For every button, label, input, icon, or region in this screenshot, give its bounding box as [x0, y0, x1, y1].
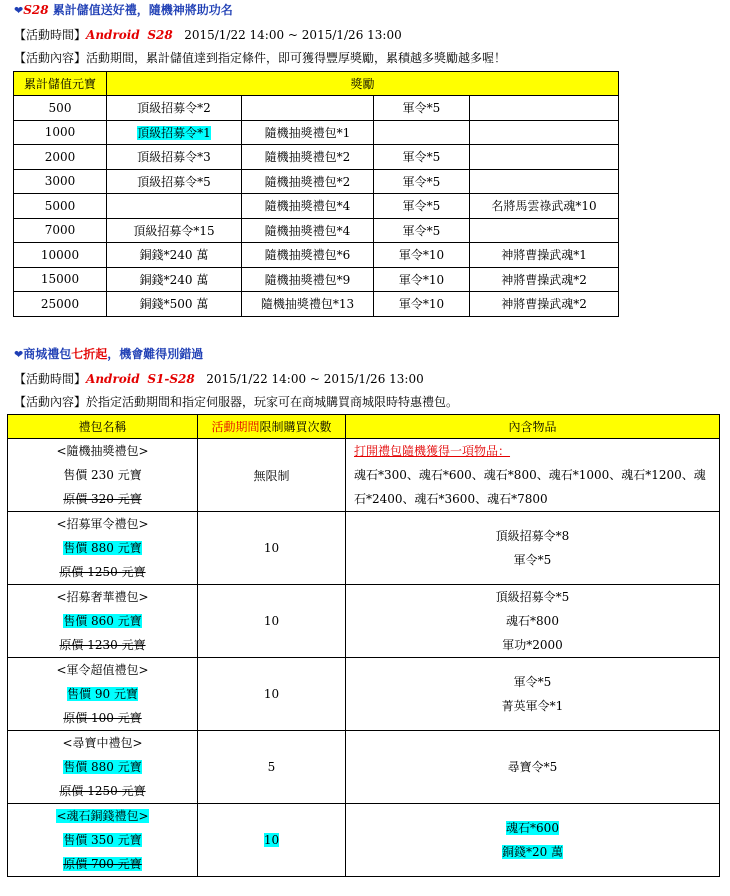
- cell-text: 隨機抽獎禮包*4: [264, 223, 351, 238]
- section2-time: 【活動時間】Android S1-S28 2015/1/22 14:00 ~ 2015/1/26 13:00: [14, 372, 424, 386]
- purchase-limit: 10: [263, 614, 280, 628]
- pack-row: [8, 658, 720, 731]
- item-text: 頂級招募令*8: [495, 529, 570, 543]
- reward-cell: [107, 145, 242, 170]
- reward-cell: [374, 120, 470, 145]
- items-cell: [346, 439, 720, 512]
- item-text: 銅錢*20 萬: [501, 845, 564, 859]
- cell-text: 7000: [44, 223, 76, 238]
- pack-price: 售價 880 元寶: [63, 541, 142, 555]
- table-row: [14, 267, 619, 292]
- threshold-cell: [14, 120, 107, 145]
- section2-title: ❤商城禮包七折起，機會難得別錯過: [14, 347, 204, 361]
- cell-text: 軍令*5: [402, 101, 441, 116]
- pack-original-price: 原價 1250 元寶: [59, 565, 146, 579]
- cell-text: 5000: [44, 198, 76, 213]
- pack-name: <魂石銅錢禮包>: [56, 809, 149, 823]
- cell-text: 頂級招募令*2: [137, 101, 211, 116]
- item-text: 魂石*800: [506, 614, 559, 628]
- pack-original-price: 原價 320 元寶: [63, 492, 142, 506]
- cell-text: 隨機抽獎禮包*2: [264, 174, 351, 189]
- cell-text: 神將曹操武魂*2: [501, 297, 587, 312]
- pack-name: <隨機抽獎禮包>: [56, 444, 149, 458]
- reward-cell: [242, 120, 374, 145]
- cell-text: 隨機抽獎禮包*4: [264, 199, 351, 214]
- threshold-cell: [14, 267, 107, 292]
- table-row: [14, 145, 619, 170]
- table-row: [14, 120, 619, 145]
- threshold-cell: [14, 169, 107, 194]
- item-text: 頂級招募令*5: [495, 590, 570, 604]
- purchase-limit: 無限制: [253, 468, 290, 483]
- cell-text: 神將曹操武魂*1: [501, 248, 587, 263]
- limit-cell: [198, 731, 346, 804]
- cell-text: 隨機抽獎禮包*9: [264, 272, 351, 287]
- reward-cell: [242, 292, 374, 317]
- item-text: 魂石*600: [506, 821, 559, 835]
- threshold-cell: [14, 218, 107, 243]
- pack-name: <軍令超值禮包>: [56, 663, 149, 677]
- cell-text: 頂級招募令*1: [137, 125, 211, 140]
- table-row: [14, 194, 619, 219]
- section2-content: 【活動內容】於指定活動期間和指定伺服器，玩家可在商城購買商城限時特惠禮包。: [14, 395, 459, 409]
- reward-cell: [374, 267, 470, 292]
- reward-cell: [242, 96, 374, 121]
- reward-cell: [242, 169, 374, 194]
- item-text: 菁英軍令*1: [501, 699, 564, 713]
- pack-price: 售價 880 元寶: [63, 760, 142, 774]
- pack-price: 售價 230 元寶: [63, 468, 142, 482]
- reward-cell: [242, 194, 374, 219]
- limit-cell: [198, 658, 346, 731]
- items-cell: [346, 512, 720, 585]
- reward-cell: [374, 194, 470, 219]
- reward-cell: [470, 145, 619, 170]
- table-row: [14, 292, 619, 317]
- heart-icon: ❤: [14, 4, 24, 17]
- table-row: [14, 96, 619, 121]
- items-cell: [346, 658, 720, 731]
- cell-text: 2000: [44, 149, 76, 164]
- items-cell: [346, 731, 720, 804]
- cell-text: 名將馬雲祿武魂*10: [491, 199, 597, 214]
- reward-cell: [374, 292, 470, 317]
- cell-text: 10000: [40, 247, 80, 262]
- item-text: 魂石*300、魂石*600、魂石*800、魂石*1000、魂石*1200、魂: [354, 468, 706, 482]
- items-cell: [346, 585, 720, 658]
- reward-cell: [107, 194, 242, 219]
- reward-cell: [470, 169, 619, 194]
- table-row: [14, 218, 619, 243]
- pack-row: [8, 804, 720, 877]
- limit-cell: [198, 512, 346, 585]
- reward-cell: [470, 218, 619, 243]
- reward-cell: [470, 120, 619, 145]
- limit-cell: [198, 439, 346, 512]
- item-text: 石*2400、魂石*3600、魂石*7800: [354, 492, 548, 506]
- cell-text: 銅錢*240 萬: [139, 272, 209, 287]
- cell-text: 隨機抽獎禮包*2: [264, 150, 351, 165]
- reward-cell: [107, 169, 242, 194]
- cell-text: 隨機抽獎禮包*6: [264, 248, 351, 263]
- purchase-limit: 10: [263, 687, 280, 701]
- reward-cell: [470, 243, 619, 268]
- cell-text: 軍令*10: [398, 297, 445, 312]
- threshold-cell: [14, 194, 107, 219]
- reward-cell: [107, 120, 242, 145]
- reward-cell: [242, 145, 374, 170]
- reward-cell: [107, 218, 242, 243]
- pack-name-cell: [8, 512, 198, 585]
- pack-price: 售價 90 元寶: [67, 687, 138, 701]
- threshold-cell: [14, 145, 107, 170]
- cell-text: 軍令*5: [402, 174, 441, 189]
- cell-text: 軍令*10: [398, 248, 445, 263]
- cell-text: 軍令*5: [402, 150, 441, 165]
- table-row: [14, 169, 619, 194]
- header-pack-name: 禮包名稱: [8, 415, 198, 439]
- cell-text: 頂級招募令*3: [137, 150, 211, 165]
- cell-text: 25000: [40, 296, 80, 311]
- purchase-limit: 10: [263, 833, 280, 847]
- reward-cell: [107, 292, 242, 317]
- item-text: 軍令*5: [513, 675, 552, 689]
- pack-row: [8, 439, 720, 512]
- reward-cell: [107, 243, 242, 268]
- pack-name-cell: [8, 439, 198, 512]
- reward-cell: [374, 96, 470, 121]
- reward-cell: [242, 218, 374, 243]
- reward-cell: [242, 243, 374, 268]
- header-threshold: 累計儲值元寶: [14, 72, 107, 96]
- item-text: 尋寶令*5: [507, 760, 558, 774]
- limit-cell: [198, 804, 346, 877]
- purchase-limit: 5: [267, 760, 276, 774]
- reward-table: [13, 71, 619, 317]
- item-text: 軍令*5: [513, 553, 552, 567]
- header-limit: 活動期間限制購買次數: [198, 415, 346, 439]
- pack-table: [7, 414, 720, 877]
- pack-name-cell: [8, 731, 198, 804]
- pack-row: [8, 731, 720, 804]
- threshold-cell: [14, 96, 107, 121]
- pack-name: <招募奢華禮包>: [56, 590, 149, 604]
- reward-cell: [470, 194, 619, 219]
- cell-text: 神將曹操武魂*2: [501, 272, 587, 287]
- header-reward: 獎勵: [107, 72, 619, 96]
- item-text: 軍功*2000: [502, 638, 563, 652]
- cell-text: 1000: [44, 125, 76, 140]
- cell-text: 銅錢*240 萬: [139, 248, 209, 263]
- cell-text: 隨機抽獎禮包*13: [260, 297, 355, 312]
- reward-cell: [374, 169, 470, 194]
- cell-text: 頂級招募令*15: [133, 223, 215, 238]
- purchase-limit: 10: [263, 541, 280, 555]
- pack-price: 售價 860 元寶: [63, 614, 142, 628]
- reward-cell: [374, 243, 470, 268]
- pack-original-price: 原價 1230 元寶: [59, 638, 146, 652]
- cell-text: 15000: [40, 272, 80, 287]
- pack-name-cell: [8, 804, 198, 877]
- reward-cell: [107, 267, 242, 292]
- reward-cell: [107, 96, 242, 121]
- pack-row: [8, 585, 720, 658]
- pack-original-price: 原價 100 元寶: [63, 711, 142, 725]
- header-items: 內含物品: [346, 415, 720, 439]
- reward-cell: [374, 145, 470, 170]
- cell-text: 銅錢*500 萬: [139, 297, 209, 312]
- cell-text: 3000: [44, 174, 76, 189]
- threshold-cell: [14, 292, 107, 317]
- pack-row: [8, 512, 720, 585]
- pack-original-price: 原價 1250 元寶: [59, 784, 146, 798]
- reward-cell: [470, 267, 619, 292]
- reward-cell: [374, 218, 470, 243]
- reward-cell: [470, 292, 619, 317]
- pack-price: 售價 350 元寶: [63, 833, 142, 847]
- threshold-cell: [14, 243, 107, 268]
- heart-icon: ❤: [14, 348, 24, 361]
- pack-name: <招募軍令禮包>: [56, 517, 149, 531]
- limit-cell: [198, 585, 346, 658]
- cell-text: 隨機抽獎禮包*1: [264, 125, 351, 140]
- section1-time: 【活動時間】Android S28 2015/1/22 14:00 ~ 2015/1/26 13:00: [14, 28, 402, 42]
- section1-title: ❤S28 累計儲值送好禮，隨機神將助功名: [14, 3, 233, 17]
- section1-content: 【活動內容】活動期間，累計儲值達到指定條件，即可獲得豐厚獎勵，累積越多獎勵越多喔！: [14, 51, 507, 65]
- cell-text: 500: [48, 100, 72, 115]
- cell-text: 軍令*10: [398, 272, 445, 287]
- cell-text: 頂級招募令*5: [137, 174, 211, 189]
- cell-text: 軍令*5: [402, 199, 441, 214]
- reward-cell: [242, 267, 374, 292]
- pack-name-cell: [8, 585, 198, 658]
- cell-text: 軍令*5: [402, 223, 441, 238]
- pack-original-price: 原價 700 元寶: [63, 857, 142, 871]
- table-row: [14, 243, 619, 268]
- pack-name: <尋寶中禮包>: [62, 736, 143, 750]
- reward-cell: [470, 96, 619, 121]
- pack-name-cell: [8, 658, 198, 731]
- items-title: 打開禮包隨機獲得一項物品：: [354, 444, 511, 458]
- items-cell: [346, 804, 720, 877]
